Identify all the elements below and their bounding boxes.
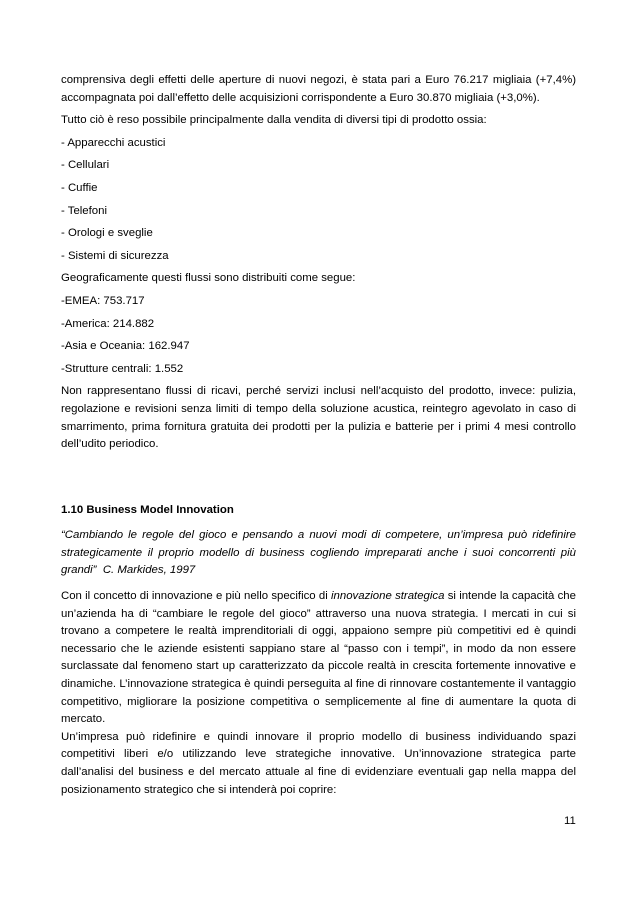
product-list [61,135,576,266]
list-item: - Telefoni [61,204,108,217]
list-item: - Cellulari [61,159,110,172]
region-list [61,293,576,378]
business-model-paragraph: Un’impresa può ridefinire e quindi innovare il proprio modello di business individuando spazi competitivi liberi e/o utilizzando leve strategiche innovative. Un’innovazione strategica parte dall’analisi del business e del mercato attuale al fine di evidenziare eventuali gap nella mappa del posizionamento strategico che si intenderà poi coprire: [61,730,576,796]
list-item: -America: 214.882 [61,317,155,330]
quote-text: “Cambiando le regole del gioco e pensando a nuovi modi di competere, un’impresa può ridefinire strategicamente il proprio modello di business cogliendo impreparati anche i suoi concorrenti più grandi” [61,529,576,577]
geo-intro: Geograficamente questi flussi sono distribuiti come segue: [61,272,356,285]
list-item: -Asia e Oceania: 162.947 [61,340,190,353]
document-page [61,72,576,799]
quote-author: C. Markides, 1997 [102,564,196,577]
page-number: 11 [564,815,576,827]
paragraph-end: si intende la capacità che un’azienda ha di “cambiare le regole del gioco” attraverso una nuova strategia. I mercati in cui si trovano a competere le realtà imprenditoriali di oggi, appaiono sempre più competitivi ed è quindi necessario che le aziende esistenti sappiano stare al “passo con i tempi”, in modo da non essere surclassate dal fenomeno start up caratterizzato da piccole realtà in crescita fortemente innovative e dinamiche. L’innovazione strategica è quindi perseguita al fine di rinnovare costantemente il vantaggio competitivo, migliorare la posizione competitiva o semplicemente al fine di aumentare la quota di mercato. [61,590,576,726]
intro-paragraph: comprensiva degli effetti delle aperture di nuovi negozi, è stata pari a Euro 76.217 migliaia (+7,4%) accompagnata poi dall’effetto delle acquisizioni corrispondente a Euro 30.870 migliaia (+3,0%). [61,74,576,104]
section-heading: 1.10 Business Model Innovation [61,503,234,516]
list-item: -EMEA: 753.717 [61,294,145,307]
innovation-paragraph [61,588,576,729]
list-item: -Strutture centrali: 1.552 [61,362,184,375]
services-paragraph: Non rappresentano flussi di ricavi, perché servizi inclusi nell’acquisto del prodotto, invece: pulizia, regolazione e revisioni senza limiti di tempo della soluzione acustica, reintegro agevolato in caso di smarrimento, prima fornitura gratuita dei prodotti per la pulizia e batterie per i primi 4 mesi controllo dell’udito periodico. [61,385,576,451]
list-item: - Cuffie [61,181,98,194]
paragraph-start: Con il concetto di innovazione e più nello specifico di [61,590,332,603]
list-item: - Orologi e sveglie [61,227,153,240]
list-item: - Sistemi di sicurezza [61,249,169,262]
list-item: - Apparecchi acustici [61,136,166,149]
section-quote [61,527,576,580]
emphasis-text: innovazione strategica [331,590,445,603]
products-intro: Tutto ciò è reso possibile principalmente dalla vendita di diversi tipi di prodotto ossia: [61,114,487,127]
